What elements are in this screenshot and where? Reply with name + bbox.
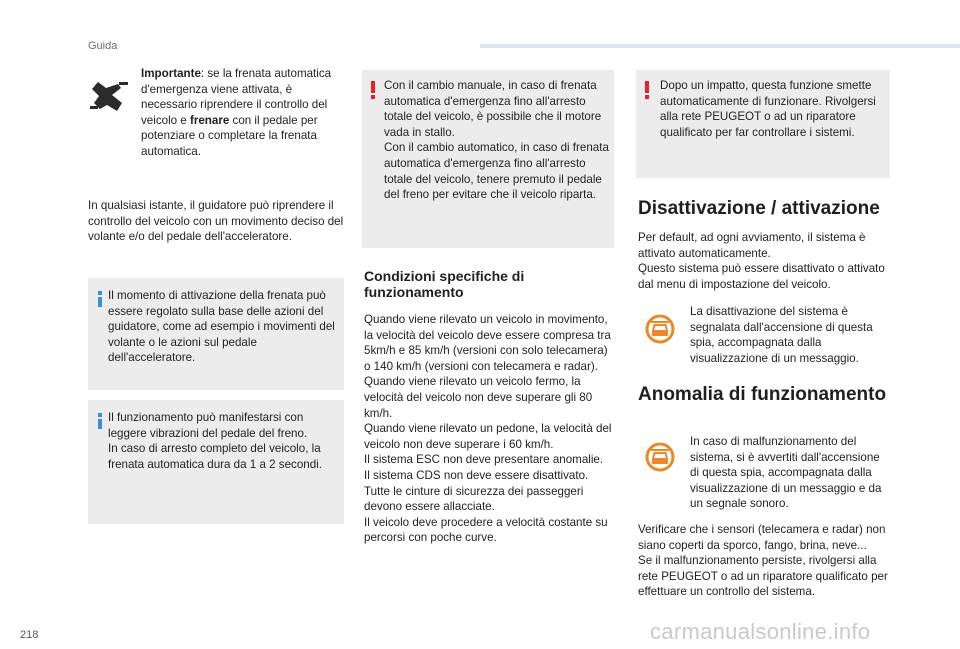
header-divider-bar [480,44,960,48]
info-box-1-text: Il momento di attivazione della frenata può essere regolato sulla base delle azioni del guidatore, come ad esempio i movimenti del volante o le azioni sul pedale dell'acceleratore. [108,289,335,365]
important-note [88,64,348,174]
deactivation-text: Per default, ad ogni avviamento, il sistema è attivato automaticamente. Questo sistema può essere disattivato o attivato dal menu di impostazione del veicolo. [638,231,885,291]
warning-icon [645,81,649,99]
info-box-vibrations [88,400,344,524]
foot-on-brake-pedal-icon [88,78,132,118]
important-label: Importante [141,67,201,80]
important-bold-word: frenare [189,113,230,127]
malfunction-text: Verificare che i sensori (telecamera e radar) non siano coperti da sporco, fango, brina, neve... Se il malfunzionamento persiste, rivolgersi alla rete PEUGEOT o ad un riparatore qualificato per effettuare un controllo del sistema. [638,523,888,599]
specific-conditions-text: Quando viene rilevato un veicolo in movimento, la velocità del veicolo deve essere compresa tra 5km/h e 85 km/h (versioni con solo telecamera) o 140 km/h (versioni con telecamera e radar). Quando viene rilevato un veicolo fermo, la velocità del veicolo non deve superare gli 80 km/h. Quando viene rilevato un pedone, la velocità del veicolo non deve superare i 60 km/h. Il sistema ESC non deve presentare anomalie. Il sistema CDS non deve essere disattivato. Tutte le cinture di sicurezza dei passeggeri devono essere allacciate. Il veicolo deve procedere a velocità costante su percorsi con poche curve. [364,313,612,545]
info-icon [98,413,102,429]
info-icon [98,291,102,307]
malfunction-lamp-text: In caso di malfunzionamento del sistema, si è avvertiti dall'accensione di questa spia, accompagnata dalla visualizzazione di un messaggio e da un segnale sonoro. [690,435,882,511]
collision-alert-warning-lamp-icon [643,312,677,346]
section-title-specific-conditions: Condizioni specifiche di funzionamento [364,268,525,300]
info-box-2-text: Il funzionamento può manifestarsi con leggere vibrazioni del pedale del freno. In caso di arresto completo del veicolo, la frenata automatica dura da 1 a 2 secondi. [108,411,322,471]
warning-icon [371,81,375,99]
info-box-activation-timing [88,278,344,390]
deactivation-lamp-text: La disattivazione del sistema è segnalata dall'accensione di questa spia, accompagnata dalla visualizzazione di un messaggio. [690,305,873,365]
warning-box-2-text: Dopo un impatto, questa funzione smette automaticamente di funzionare. Rivolgersi alla rete PEUGEOT o ad un riparatore qualificato per far controllare i sistemi. [660,79,876,139]
important-text-part1: : se la frenata automatica d'emergenza viene attivata, è necessario riprendere il controllo del veicolo e [141,67,332,127]
collision-alert-warning-lamp-icon [643,440,677,474]
header-section-label: Guida [88,40,118,52]
watermark: carmanualsonline.info [650,619,871,644]
page-number: 218 [20,629,39,641]
warning-box-1-text: Con il cambio manuale, in caso di frenata automatica d'emergenza fino all'arresto totale del veicolo, è possibile che il motore vada in stallo. Con il cambio automatico, in caso di frenata automatica d'emergenza fino all'arresto totale del veicolo, tenere premuto il pedale del freno per evitare che il veicolo riparta. [384,79,609,202]
section-title-deactivation: Disattivazione / attivazione [638,198,880,219]
warning-box-impact [636,70,890,178]
driver-override-paragraph: In qualsiasi istante, il guidatore può riprendere il controllo del veicolo con un movimento deciso del volante e/o del pedale dell'acceleratore. [88,199,344,244]
important-text-part2: con il pedale per potenziare o completare la frenata automatica. [141,113,318,158]
warning-box-gearbox [362,70,614,248]
important-text [141,66,341,160]
section-title-malfunction: Anomalia di funzionamento [638,384,887,405]
